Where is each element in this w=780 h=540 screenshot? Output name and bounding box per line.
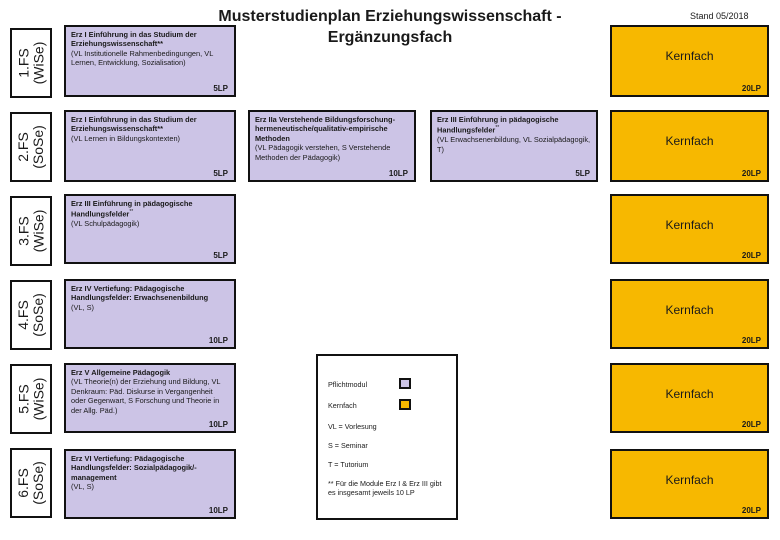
module-credits: 5LP xyxy=(213,168,228,178)
semester-label-1 xyxy=(10,28,52,98)
module-description: (VL Schulpädagogik) xyxy=(71,219,140,229)
module-erz1-fs1 xyxy=(64,25,236,97)
module-erz2a-fs2 xyxy=(248,110,416,182)
kernfach-label: Kernfach xyxy=(665,387,714,401)
legend-vl: VL = Vorlesung xyxy=(328,422,377,431)
kernfach-box-fs6 xyxy=(610,449,769,519)
semester-term: (WiSe) xyxy=(30,209,46,253)
module-description: (VL Theorie(n) der Erziehung und Bildung, VL Denkraum: Päd. Diskurse in Vergangenheit oder Gegenwart, S Forschung und Theorie in der Allg. Päd.) xyxy=(71,377,221,415)
module-erz3-fs2 xyxy=(430,110,598,182)
module-name-text: Erz III Einführung in pädagogische Handlungsfelder xyxy=(437,115,559,135)
semester-term: (SoSe) xyxy=(30,125,47,169)
semester-number: 1.FS xyxy=(15,48,31,78)
kernfach-box-fs1 xyxy=(610,25,769,97)
module-credits: 5LP xyxy=(213,250,228,260)
legend-t: T = Tutorium xyxy=(328,460,369,469)
semester-label-6 xyxy=(10,448,52,518)
module-name-text: Erz III Einführung in pädagogische Handlungsfelder xyxy=(71,199,193,219)
legend-kern-label: Kernfach xyxy=(328,401,357,410)
legend-pflicht-label: Pflichtmodul xyxy=(328,380,368,389)
version-stamp: Stand 05/2018 xyxy=(690,11,749,21)
title-line-2: Ergänzungsfach xyxy=(327,29,453,46)
kernfach-label: Kernfach xyxy=(665,303,714,317)
module-name: Erz IV Vertiefung: Pädagogische Handlungsfelder: Erwachsenenbildung xyxy=(71,284,209,303)
module-description: (VL, S) xyxy=(71,482,94,492)
kernfach-credits: 20LP xyxy=(741,84,761,93)
kernfach-credits: 20LP xyxy=(741,169,761,178)
semester-number: 4.FS xyxy=(15,300,32,330)
module-name: Erz VI Vertiefung: Pädagogische Handlungsfelder: Sozialpädagogik/-management xyxy=(71,454,197,482)
kernfach-box-fs5 xyxy=(610,363,769,433)
semester-number: 3.FS xyxy=(15,216,31,246)
legend xyxy=(316,354,458,520)
semester-label-2 xyxy=(10,112,52,182)
module-credits: 10LP xyxy=(208,419,228,429)
footnote-mark: ** xyxy=(495,125,500,132)
legend-kern-swatch xyxy=(399,399,411,410)
module-credits: 10LP xyxy=(388,168,408,178)
module-description: (VL, S) xyxy=(71,302,94,312)
module-description: (VL Erwachsenenbildung, VL Sozialpädagogik, T) xyxy=(437,135,591,154)
legend-pflicht-swatch xyxy=(399,378,411,389)
module-erz4-fs4 xyxy=(64,279,236,349)
kernfach-box-fs4 xyxy=(610,279,769,349)
kernfach-label: Kernfach xyxy=(665,134,714,148)
legend-footnote: ** Für die Module Erz I & Erz III gibt es insgesamt jeweils 10 LP xyxy=(328,479,442,497)
kernfach-credits: 20LP xyxy=(741,336,761,345)
module-name: Erz I Einführung in das Studium der Erziehungswissenschaft** xyxy=(71,30,197,49)
module-erz3-fs3 xyxy=(64,194,236,264)
module-description: (VL Pädagogik verstehen, S Verstehende Methoden der Pädagogik) xyxy=(255,143,391,162)
module-description: (VL Institutionelle Rahmenbedingungen, VL Lernen, Entwicklung, Sozialisation) xyxy=(71,48,214,68)
legend-s: S = Seminar xyxy=(328,441,368,450)
semester-label-5 xyxy=(10,364,52,434)
semester-term: (WiSe) xyxy=(30,377,46,421)
kernfach-label: Kernfach xyxy=(665,473,714,487)
kernfach-label: Kernfach xyxy=(665,218,714,232)
module-credits: 10LP xyxy=(208,335,228,345)
module-description: (VL Lernen in Bildungskontexten) xyxy=(71,133,181,143)
module-erz1-fs2 xyxy=(64,110,236,182)
kernfach-credits: 20LP xyxy=(741,506,761,515)
module-erz5-fs5 xyxy=(64,363,236,433)
semester-number: 6.FS xyxy=(15,468,32,498)
module-name xyxy=(437,115,591,135)
module-name: Erz IIa Verstehende Bildungsforschung-hermeneutische/qualitativ-empirische Methoden xyxy=(255,115,396,143)
module-erz6-fs6 xyxy=(64,449,236,519)
semester-number: 5.FS xyxy=(15,384,31,414)
semester-label-3 xyxy=(10,196,52,266)
kernfach-credits: 20LP xyxy=(741,420,761,429)
module-credits: 5LP xyxy=(575,168,590,178)
semester-term: (WiSe) xyxy=(30,41,46,85)
kernfach-box-fs2 xyxy=(610,110,769,182)
semester-term: (SoSe) xyxy=(30,293,47,337)
module-name xyxy=(71,199,229,219)
semester-term: (SoSe) xyxy=(30,461,47,505)
module-name: Erz V Allgemeine Pädagogik xyxy=(71,368,171,377)
page-title xyxy=(195,6,585,48)
title-line-1: Musterstudienplan Erziehungswissenschaft - xyxy=(218,8,562,25)
module-credits: 10LP xyxy=(208,505,228,515)
semester-label-4 xyxy=(10,280,52,350)
kernfach-credits: 20LP xyxy=(741,251,761,260)
kernfach-label: Kernfach xyxy=(665,49,714,63)
module-name: Erz I Einführung in das Studium der Erziehungswissenschaft** xyxy=(71,115,197,134)
module-credits: 5LP xyxy=(213,83,228,93)
footnote-mark: ** xyxy=(129,209,134,216)
kernfach-box-fs3 xyxy=(610,194,769,264)
semester-number: 2.FS xyxy=(15,132,32,162)
